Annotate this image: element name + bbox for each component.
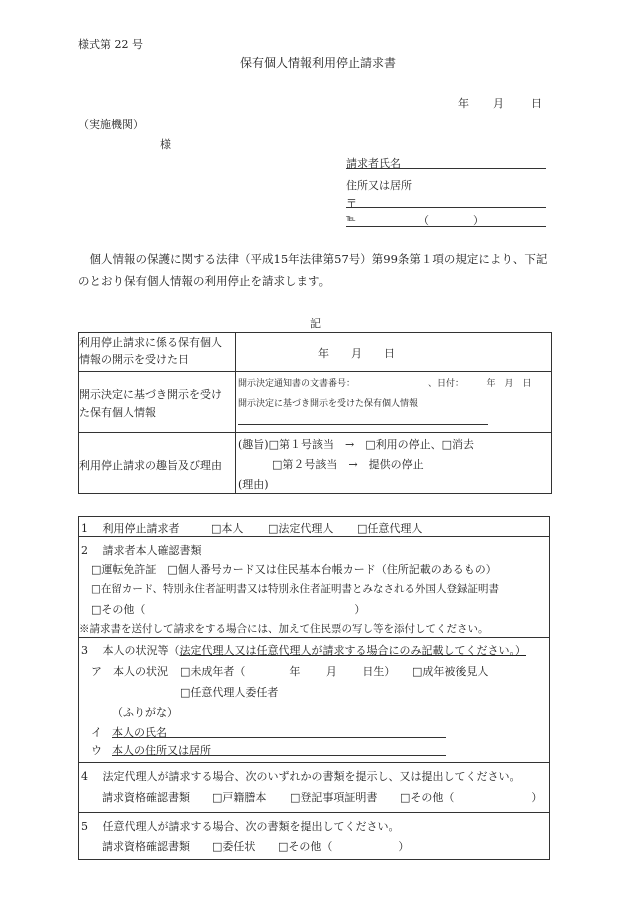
table-rowline-1 bbox=[78, 371, 552, 372]
row2-doc-number-label: 開示決定通知書の文書番号： bbox=[238, 379, 356, 389]
adult-ward-checkbox[interactable]: □成年被後見人 bbox=[412, 665, 489, 678]
page-title: 保有個人情報利用停止請求書 bbox=[240, 56, 397, 70]
requester-address-label: 住所又は居所 bbox=[346, 179, 412, 192]
row1-date-value[interactable]: 年 月 日 bbox=[318, 347, 395, 360]
t2-line-1 bbox=[78, 536, 550, 537]
section3-a-label: ア 本人の状況 bbox=[91, 665, 168, 678]
row1-label-line2: 情報の開示を受けた日 bbox=[79, 353, 189, 366]
section5-other-checkbox[interactable]: □その他（ ） bbox=[278, 840, 410, 853]
requester-address-field[interactable] bbox=[346, 207, 546, 208]
section2-id-line1[interactable]: □運転免許証 □個人番号カード又は住民基本台帳カード（住所記載のあるもの） bbox=[91, 563, 497, 576]
section1-label: 1 利用停止請求者 bbox=[81, 522, 180, 535]
section2-note: ※請求書を送付して請求をする場合には、加えて住民票の写し等を添付してください。 bbox=[79, 623, 489, 635]
row2-label bbox=[79, 386, 222, 422]
row2-date: 、日付： 年 月 日 bbox=[428, 379, 532, 389]
row2-label-line1: 開示決定に基づき開示を受け bbox=[79, 388, 222, 401]
section3-i-prefix: イ bbox=[91, 726, 113, 739]
requester-self-checkbox[interactable]: □本人 bbox=[211, 522, 244, 535]
principal-name-field[interactable] bbox=[112, 737, 446, 738]
delegator-checkbox[interactable]: □任意代理人委任者 bbox=[180, 686, 279, 699]
postal-mark: 〒 bbox=[346, 197, 357, 210]
section4-doc-label: 請求資格確認書類 bbox=[102, 791, 190, 804]
ki-label: 記 bbox=[310, 317, 321, 330]
tel-paren: （ ） bbox=[418, 214, 484, 227]
table-rowline-2 bbox=[78, 432, 552, 433]
row3-label: 利用停止請求の趣旨及び理由 bbox=[79, 459, 222, 472]
row2-label-line2: た保有個人情報 bbox=[79, 406, 156, 419]
power-of-attorney-checkbox[interactable]: □委任状 bbox=[212, 840, 256, 853]
requester-name-field[interactable] bbox=[346, 168, 546, 169]
minor-checkbox[interactable]: □未成年者（ 年 月 日生） bbox=[180, 665, 396, 678]
section4-label: 4 法定代理人が請求する場合、次のいずれかの書類を提示し、又は提出してください。 bbox=[81, 770, 521, 783]
requester-tel-field[interactable] bbox=[346, 226, 546, 227]
row2-info-label: 開示決定に基づき開示を受けた保有個人情報 bbox=[238, 399, 419, 409]
section3-label-prefix: 3 本人の状況等（ bbox=[81, 644, 180, 657]
section3-label-underlined: 法定代理人又は任意代理人が請求する場合にのみ記載してください。） bbox=[179, 644, 526, 657]
row2-info-field[interactable] bbox=[238, 424, 488, 425]
requester-voluntary-agent-checkbox[interactable]: □任意代理人 bbox=[357, 522, 423, 535]
section2-id-line2[interactable]: □在留カード、特別永住者証明書又は特別永住者証明書とみなされる外国人登録証明書 bbox=[91, 583, 499, 595]
section2-id-line3[interactable]: □その他（ ） bbox=[91, 603, 366, 616]
t2-line-4 bbox=[78, 812, 550, 813]
family-register-checkbox[interactable]: □戸籍謄本 bbox=[212, 791, 267, 804]
principal-address-label: 本人の住所又は居所 bbox=[112, 744, 211, 757]
principal-address-field[interactable] bbox=[112, 755, 446, 756]
date-month[interactable]: 月 bbox=[493, 97, 504, 110]
furigana-label: （ふりがな） bbox=[112, 706, 178, 719]
tel-label: ℡ bbox=[346, 214, 356, 224]
t2-line-3 bbox=[78, 762, 550, 763]
section5-label: 5 任意代理人が請求する場合、次の書類を提出してください。 bbox=[81, 820, 400, 833]
registry-certificate-checkbox[interactable]: □登記事項証明書 bbox=[290, 791, 378, 804]
intro-line-1: 個人情報の保護に関する法律（平成15年法律第57号）第99条第１項の規定により、下記 bbox=[78, 252, 548, 266]
row1-label-line1: 利用停止請求に係る保有個人 bbox=[79, 336, 222, 349]
form-number: 様式第 22 号 bbox=[78, 38, 143, 51]
intro-line-2: のとおり保有個人情報の利用停止を請求します。 bbox=[78, 274, 331, 288]
table-divider bbox=[235, 332, 236, 494]
requester-legal-agent-checkbox[interactable]: □法定代理人 bbox=[268, 522, 334, 535]
date-year[interactable]: 年 bbox=[458, 97, 469, 110]
row1-label bbox=[79, 334, 222, 368]
institution-label: （実施機関） bbox=[78, 118, 144, 131]
row3-purpose-line2[interactable]: □第２号該当 → 提供の停止 bbox=[272, 458, 424, 471]
section3-u-prefix: ウ bbox=[91, 744, 113, 757]
section5-doc-label: 請求資格確認書類 bbox=[102, 840, 190, 853]
date-day[interactable]: 日 bbox=[531, 97, 542, 110]
row3-purpose-line1[interactable]: (趣旨)□第１号該当 → □利用の停止、□消去 bbox=[238, 438, 474, 451]
institution-sama: 様 bbox=[160, 138, 171, 151]
section4-other-checkbox[interactable]: □その他（ ） bbox=[400, 791, 543, 804]
section2-label: 2 請求者本人確認書類 bbox=[81, 544, 202, 557]
t2-line-2 bbox=[78, 637, 550, 638]
row3-reason-label: (理由) bbox=[238, 478, 269, 491]
principal-name-label: 本人の氏名 bbox=[112, 726, 167, 739]
requester-name-label: 請求者氏名 bbox=[346, 157, 401, 170]
section3-label bbox=[81, 642, 526, 658]
